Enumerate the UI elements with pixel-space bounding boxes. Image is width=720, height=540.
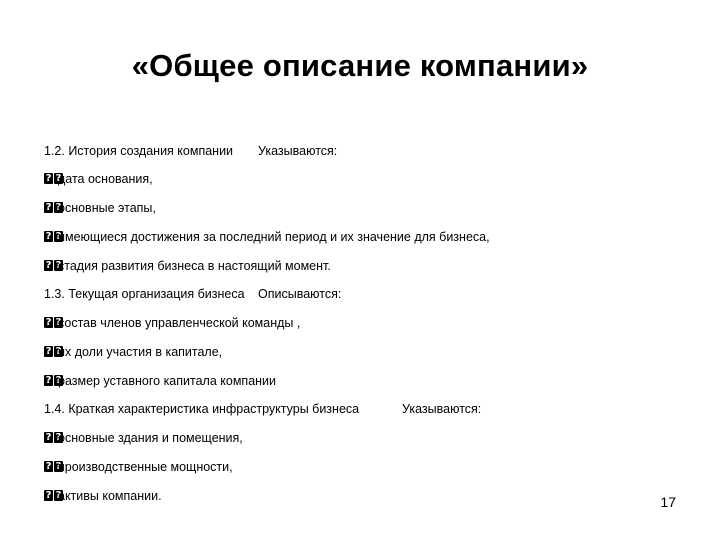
list-item-text: состав членов управленческой команды ,	[58, 316, 301, 330]
list-item-text: размер уставного капитала компании	[58, 374, 277, 388]
list-item-text: их доли участия в капитале,	[58, 345, 223, 359]
section-heading-text: 1.2. История создания компании	[44, 144, 234, 158]
list-item-text: основные здания и помещения,	[58, 431, 243, 445]
section-heading-tail: Описываются:	[258, 287, 342, 301]
section-heading-history	[44, 143, 338, 159]
list-item-text: дата основания,	[58, 172, 153, 186]
list-item-text: активы компании.	[58, 489, 162, 503]
section-heading-infrastructure	[44, 401, 482, 417]
list-item-text: основные этапы,	[58, 201, 156, 215]
section-heading-text: 1.3. Текущая организация бизнеса	[44, 287, 245, 301]
list-item-text: стадия развития бизнеса в настоящий момент.	[58, 259, 331, 273]
list-item-text: производственные мощности,	[58, 460, 233, 474]
list-item-text: имеющиеся достижения за последний период и их значение для бизнеса,	[58, 230, 490, 244]
section-heading-tail: Указываются:	[258, 144, 338, 158]
section-heading-text: 1.4. Краткая характеристика инфраструктуры бизнеса	[44, 402, 360, 416]
slide-title: «Общее описание компании»	[131, 48, 589, 83]
page-number: 17	[660, 494, 676, 510]
section-heading-tail: Указываются:	[402, 402, 482, 416]
section-heading-organization	[44, 286, 342, 302]
